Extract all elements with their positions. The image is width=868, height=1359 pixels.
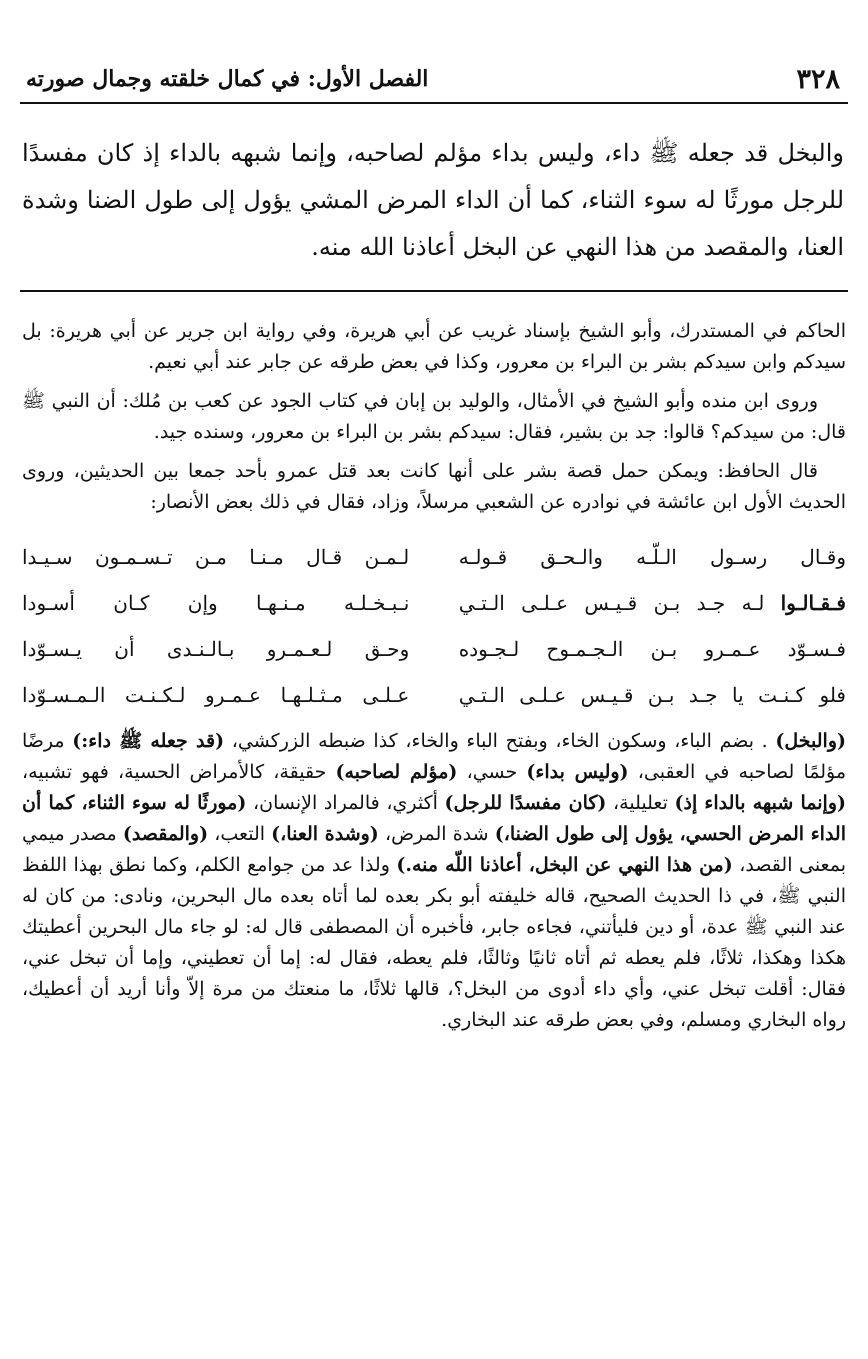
note-paragraph-1: الحاكم في المستدرك، وأبو الشيخ بإسناد غريب عن أبي هريرة، وفي رواية ابن جرير عن أبي هريرة: بل سيدكم وابن سيدكم بشر بن البراء بن معرور، وكذا في بعض طرقه عن جابر عند أبي نعيم. [22, 320, 846, 373]
commentary-text: حسي، [457, 761, 527, 783]
commentary-lemma: (والمقصد) [122, 823, 209, 845]
poem-verse [22, 534, 846, 580]
note-paragraph-3: قال الحافظ: ويمكن حمل قصة بشر على أنها كانت بعد قتل عمرو بأحد جمعا بين الحديثين، وروى الحديث الأول ابن عائشة في نوادره عن الشعبي مرسلاً، وزاد، فقال في ذلك بعض الأنصار: [22, 460, 846, 513]
poem [22, 534, 846, 718]
verse-second-hemistich: وحـق لـعـمـرو بـالـنـدى أن يـسـوّدا [22, 636, 410, 661]
verse-first-hemistich: فـسـوّد عـمـرو بـن الـجـمـوح لـجـوده [458, 636, 846, 661]
verse-first-hemistich: وقـال رسـول الـلّـه والـحـق قـولـه [458, 544, 846, 569]
footnote-section [22, 316, 846, 1036]
verse-first-hemistich [459, 588, 846, 619]
verse-second-hemistich: لـمـن قـال مـنـا مـن تـسـمـون سـيـدا [22, 544, 410, 569]
verse-second-hemistich: عـلـى مـثـلـهـا عـمـرو لـكـنـت الـمـسـوّدا [22, 682, 410, 707]
poem-verse [22, 580, 846, 626]
verse-bold-word: فـقـالـوا [780, 590, 846, 615]
main-text-paragraph: والبخل قد جعله ﷺ داء، وليس بداء مؤلم لصاحبه، وإنما شبهه بالداء إذ كان مفسدًا للرجل مورثًا له سوء الثناء، كما أن الداء المرض المشي يؤول إلى طول الضنا وشدة العنا، والمقصد من هذا النهي عن البخل أعاذنا الله منه. [22, 139, 845, 261]
page-number: ٣٢٨ [796, 64, 840, 95]
commentary-lemma: (كان مفسدًا للرجل) [444, 792, 607, 814]
chapter-title: الفصل الأول: في كمال خلقته وجمال صورته [26, 66, 429, 92]
verse-first-rest: لـه جـد بـن قـيـس عـلـى الـتـي [458, 590, 781, 615]
commentary-lemma: (قد جعله ﷺ داء:) [72, 730, 225, 752]
poem-verse [22, 672, 846, 718]
commentary-text: التعب، [208, 823, 272, 845]
commentary-text: ولذا عد من جوامع الكلم، وكما نطق بهذا اللفظ النبي ﷺ، في ذا الحديث الصحيح، قاله خليفته أبو بكر بعده لما أتاه بعده مال البحرين، ونادى: من كان له عند النبي ﷺ عدة، أو دين فليأتني، فجاءه جابر، فأخبره أن المصطفى قال له: لو جاء مال البحرين أعطيتك هكذا وهكذا، ثلاثًا، فلم يعطه ثم أتاه ثانيًا وثالثًا، فلم يعطه، فقال له: إما أن تعطيني، وإما أن تبخل عني، فقال: أقلت تبخل عني، وأي داء أدوى من البخل؟، قالها ثلاثًا، ما منعتك من مرة إلاّ وأنا أريد أن أعطيك، رواه البخاري ومسلم، وفي بعض طرقه عند البخاري. [22, 854, 846, 1031]
commentary-text: حقيقة، كالأمراض الحسية، فهو تشبيه، [22, 761, 336, 783]
footnote-divider [20, 290, 848, 292]
commentary-paragraph [22, 726, 846, 1036]
commentary-text: مرضًا مؤلمًا لصاحبه في العقبى، [22, 730, 847, 783]
verse-second-hemistich: نـبـخـلـه مـنـهـا وإن كـان أسـودا [22, 590, 410, 615]
commentary-text: شدة المرض، [378, 823, 495, 845]
commentary-text: أكثري، فالمراد الإنسان، [246, 792, 445, 814]
poem-verse [22, 626, 846, 672]
page-header [20, 62, 848, 102]
commentary-lemma: (وليس بداء) [526, 761, 629, 783]
commentary-lemma: (والبخل) [775, 730, 846, 752]
commentary-lemma: (من هذا النهي عن البخل، أعاذنا اللّه منه.) [396, 854, 733, 876]
verse-first-hemistich: فلو كـنـت يا جـد بـن قـيـس عـلـى الـتـي [458, 682, 846, 707]
note-paragraph-2: وروى ابن منده وأبو الشيخ في الأمثال، والوليد بن إبان في كتاب الجود عن كعب بن مُلك: أن النبي ﷺ قال: من سيدكم؟ قالوا: جد بن بشير، فقال: سيدكم بشر بن البراء بن معرور، وسنده جيد. [22, 390, 846, 443]
commentary-text: مصدر ميمي بمعنى القصد، [22, 823, 846, 876]
commentary-lemma: (مورثًا له سوء الثناء، كما أن الداء المرض الحسي، يؤول إلى طول الضنا،) [22, 792, 846, 845]
commentary-text: . بضم الباء، وسكون الخاء، وبفتح الباء والخاء، كذا ضبطه الزركشي، [224, 730, 776, 752]
header-divider [20, 102, 848, 104]
commentary-lemma: (وشدة العنا،) [271, 823, 379, 845]
commentary-text: تعليلية، [606, 792, 675, 814]
commentary-lemma: (مؤلم لصاحبه) [335, 761, 458, 783]
commentary-lemma: (وإنما شبهه بالداء إذ) [674, 792, 847, 814]
